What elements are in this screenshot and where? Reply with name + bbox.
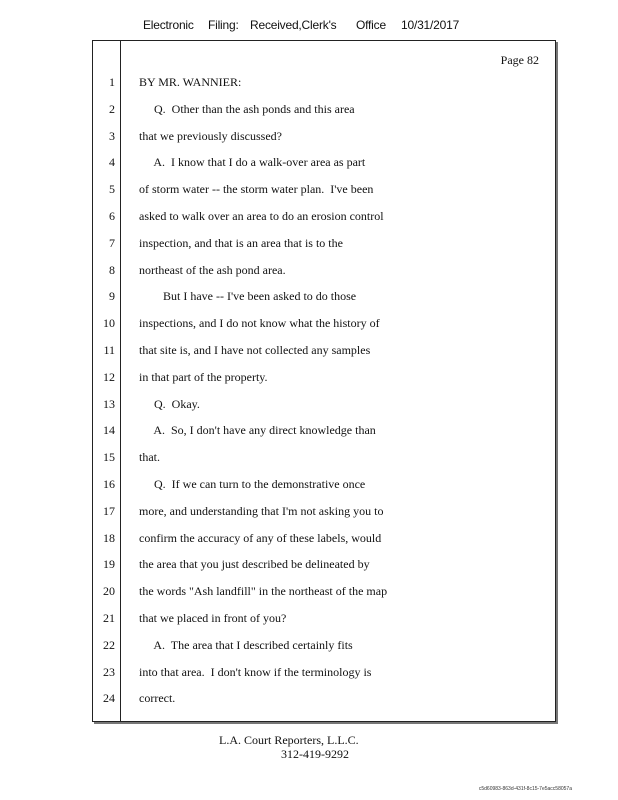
line-number: 12 xyxy=(103,369,115,384)
line-number: 20 xyxy=(103,584,115,599)
transcript-line xyxy=(93,151,555,178)
page-number: Page 82 xyxy=(500,53,539,67)
transcript-line xyxy=(93,339,555,366)
line-text: the words "Ash landfill" in the northeast of the map xyxy=(139,584,388,599)
line-text: into that area. I don't know if the terminology is xyxy=(139,664,372,679)
line-number: 11 xyxy=(103,342,115,357)
transcript-line xyxy=(93,473,555,500)
line-number: 22 xyxy=(103,637,115,652)
document-id: c5d60983-863d-431f-8c15-7e5acc58057a xyxy=(478,786,572,792)
line-text: of storm water -- the storm water plan. I've been xyxy=(139,182,374,197)
line-text: asked to walk over an area to do an erosion control xyxy=(139,208,384,223)
transcript-lines xyxy=(93,71,555,714)
line-text: Q. If we can turn to the demonstrative once xyxy=(139,476,366,491)
line-number: 7 xyxy=(109,235,115,250)
header-electronic: Electronic xyxy=(143,18,194,32)
transcript-line xyxy=(93,205,555,232)
line-text: that we previously discussed? xyxy=(139,128,282,143)
line-number: 5 xyxy=(109,182,115,197)
line-number: 8 xyxy=(109,262,115,277)
line-text: northeast of the ash pond area. xyxy=(139,262,286,277)
line-number: 9 xyxy=(109,289,115,304)
line-number: 21 xyxy=(103,610,115,625)
line-text: A. The area that I described certainly fits xyxy=(139,637,353,652)
transcript-line xyxy=(93,312,555,339)
line-text: Q. Other than the ash ponds and this area xyxy=(139,101,355,116)
line-text: But I have -- I've been asked to do those xyxy=(139,289,357,304)
line-number: 4 xyxy=(109,155,115,170)
transcript-line xyxy=(93,607,555,634)
line-number: 18 xyxy=(103,530,115,545)
line-number: 6 xyxy=(109,208,115,223)
line-text: BY MR. WANNIER: xyxy=(139,75,242,89)
transcript-line xyxy=(93,687,555,714)
line-number: 17 xyxy=(103,503,115,518)
line-number: 24 xyxy=(103,691,115,706)
line-text: that site is, and I have not collected any samples xyxy=(139,342,371,357)
transcript-line xyxy=(93,446,555,473)
line-text: A. I know that I do a walk-over area as part xyxy=(139,155,366,170)
transcript-line xyxy=(93,634,555,661)
line-text: A. So, I don't have any direct knowledge than xyxy=(139,423,376,438)
transcript-line xyxy=(93,419,555,446)
transcript-line xyxy=(93,98,555,125)
transcript-line xyxy=(93,125,555,152)
transcript-line xyxy=(93,527,555,554)
header-office: Office xyxy=(356,18,386,32)
transcript-line xyxy=(93,285,555,312)
line-number: 15 xyxy=(103,450,115,465)
transcript-line xyxy=(93,178,555,205)
line-number: 19 xyxy=(103,557,115,572)
header-filing: Filing: xyxy=(208,18,239,32)
header-date: 10/31/2017 xyxy=(401,18,460,32)
line-number: 1 xyxy=(109,75,115,89)
line-text: correct. xyxy=(139,691,176,706)
line-number: 3 xyxy=(109,128,115,143)
line-text: inspection, and that is an area that is to the xyxy=(139,235,343,250)
line-text: that we placed in front of you? xyxy=(139,610,287,625)
transcript-line xyxy=(93,393,555,420)
line-number: 13 xyxy=(103,396,115,411)
transcript-line xyxy=(93,661,555,688)
header-received: Received,Clerk's xyxy=(250,18,337,32)
line-number: 2 xyxy=(109,101,115,116)
transcript-line xyxy=(93,259,555,286)
line-text: more, and understanding that I'm not asking you to xyxy=(139,503,384,518)
line-text: inspections, and I do not know what the history of xyxy=(139,316,380,331)
line-text: confirm the accuracy of any of these labels, would xyxy=(139,530,382,545)
line-text: the area that you just described be delineated by xyxy=(139,557,370,572)
line-text: Q. Okay. xyxy=(139,396,200,411)
reporter-phone: 312-419-9292 xyxy=(281,747,349,761)
reporter-company: L.A. Court Reporters, L.L.C. xyxy=(219,733,359,747)
transcript-line xyxy=(93,232,555,259)
line-number: 23 xyxy=(103,664,115,679)
transcript-line xyxy=(93,500,555,527)
transcript-line xyxy=(93,71,555,98)
transcript-line xyxy=(93,580,555,607)
line-number: 10 xyxy=(103,316,115,331)
line-number: 14 xyxy=(103,423,115,438)
line-text: that. xyxy=(139,450,160,465)
transcript-line xyxy=(93,366,555,393)
line-number: 16 xyxy=(103,476,115,491)
line-text: in that part of the property. xyxy=(139,369,268,384)
transcript-page xyxy=(92,40,556,722)
transcript-line xyxy=(93,553,555,580)
